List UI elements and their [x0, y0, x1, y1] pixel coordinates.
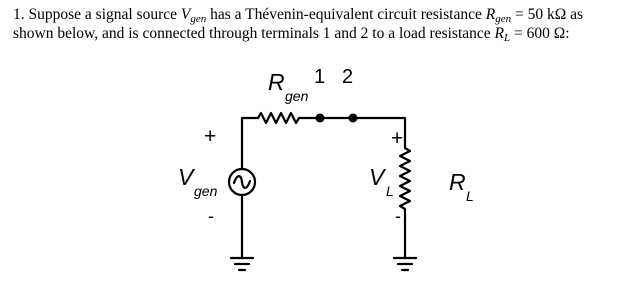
rgen-symbol: R — [485, 6, 496, 23]
vgen-label: V — [178, 164, 194, 190]
terminal-2-label: 2 — [342, 66, 354, 88]
ac-wave-icon — [234, 176, 250, 188]
plus-right: + — [391, 127, 404, 150]
ground-icon-left — [231, 258, 253, 270]
rgen-label-sub: gen — [285, 88, 309, 104]
problem-line-2: shown below, and is connected through terminals 1 and 2 to a load resistance $R_L = 600$ Ω: — [13, 25, 570, 44]
rl-label: R — [449, 169, 466, 195]
terminal-2-dot — [349, 114, 358, 123]
plus-left: + — [204, 125, 217, 148]
minus-right: - — [395, 206, 401, 226]
vgen-label-sub: gen — [194, 183, 218, 199]
rl-symbol: R — [494, 25, 504, 42]
wire-terminal-link — [304, 118, 405, 148]
terminal-1-dot — [316, 114, 325, 123]
rgen-label: R — [268, 69, 285, 95]
wire-source-top — [242, 118, 258, 169]
problem-number: 1. — [13, 6, 25, 23]
vgen-symbol: V — [180, 6, 191, 23]
problem-line-1: 1. Suppose a signal source $V_{gen}$ has a Thévenin-equivalent circuit resistance $R_{gen} = 50$ kΩ as — [13, 6, 584, 25]
ground-icon-right — [394, 258, 416, 270]
vl-label: V — [369, 164, 385, 190]
rgen-resistor — [258, 113, 304, 123]
ground-symbols — [231, 258, 416, 270]
rl-label-sub: L — [466, 188, 474, 204]
minus-left: - — [208, 206, 214, 226]
rl-resistor — [400, 148, 410, 215]
rl-value: = 600 Ω: — [510, 25, 570, 42]
terminal-1-label: 1 — [314, 66, 326, 88]
rgen-value: = 50 kΩ as — [511, 6, 584, 23]
vl-label-sub: L — [386, 183, 394, 199]
